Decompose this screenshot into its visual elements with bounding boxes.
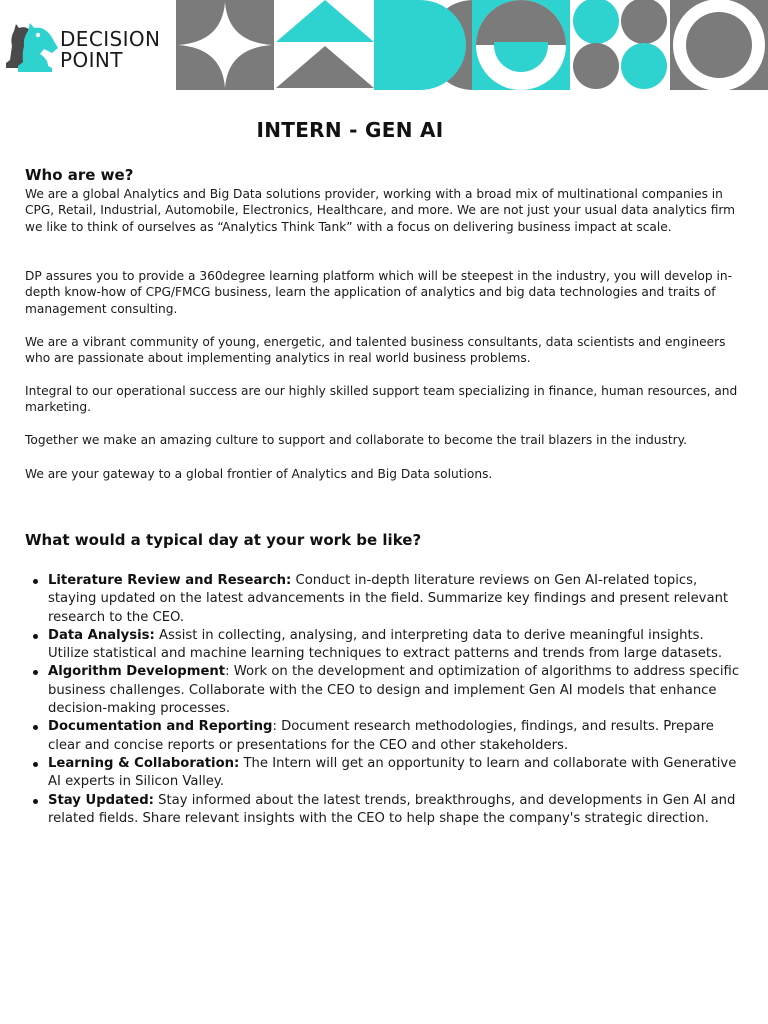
page-header bbox=[0, 0, 768, 90]
section-heading-who-are-we: Who are we? bbox=[25, 166, 134, 184]
list-item-label: Documentation and Reporting bbox=[48, 719, 273, 735]
list-item-label: Learning & Collaboration: bbox=[48, 755, 240, 771]
logo-line-1: DECISION bbox=[60, 27, 161, 51]
list-item bbox=[48, 627, 744, 664]
logo-wordmark bbox=[60, 29, 160, 71]
list-item-label: Algorithm Development bbox=[48, 664, 226, 680]
logo-line-2: POINT bbox=[60, 48, 123, 72]
responsibilities-list bbox=[48, 572, 744, 828]
who-paragraph-2: DP assures you to provide a 360degree learning platform which will be steepest in the industry, you will develop in-depth know-how of CPG/FMCG business, learn the application of analytics and big data technologies and traits of management consulting. bbox=[25, 269, 732, 316]
list-item-label: Stay Updated: bbox=[48, 792, 154, 808]
list-item-text: Stay informed about the latest trends, breakthroughs, and developments in Gen AI and related fields. Share relevant insights with the CEO to help shape the company's strategic direction. bbox=[48, 792, 736, 826]
who-paragraph-6: We are your gateway to a global frontier of Analytics and Big Data solutions. bbox=[25, 467, 493, 481]
list-item-label: Data Analysis: bbox=[48, 627, 155, 643]
page-title: INTERN - GEN AI bbox=[256, 118, 444, 142]
list-item-text: : Document research methodologies, findings, and results. Prepare clear and concise reports or presentations for the CEO and other stakeholders. bbox=[48, 719, 714, 753]
list-item-text: : Work on the development and optimization of algorithms to address specific business challenges. Collaborate with the CEO to design and implement Gen AI models that enhance decision-making processes. bbox=[48, 664, 740, 717]
decorative-shape-pattern bbox=[176, 0, 768, 90]
who-paragraph-3: We are a vibrant community of young, energetic, and talented business consultants, data scientists and engineers who are passionate about implementing analytics in real world business problems. bbox=[25, 335, 726, 366]
who-paragraph-1: We are a global Analytics and Big Data solutions provider, working with a broad mix of multinational companies in CPG, Retail, Industrial, Automobile, Electronics, Healthcare, and more. We are not just your usual data analytics firm we like to think of ourselves as “Analytics Think Tank” with a focus on delivering business impact at scale. bbox=[25, 187, 736, 234]
list-item-text: The Intern will get an opportunity to learn and collaborate with Generative AI experts in Silicon Valley. bbox=[48, 755, 737, 790]
company-logo bbox=[2, 14, 174, 76]
list-item-text: Conduct in-depth literature reviews on Gen AI-related topics, staying updated on the latest advancements in the field. Summarize key findings and present relevant research to the CEO. bbox=[48, 573, 729, 625]
list-item bbox=[48, 718, 744, 755]
who-paragraph-4: Integral to our operational success are our highly skilled support team specializing in finance, human resources, and marketing. bbox=[25, 384, 738, 415]
list-item bbox=[48, 663, 744, 718]
list-item-text: Assist in collecting, analysing, and interpreting data to derive meaningful insights. Utilize statistical and machine learning techniques to extract patterns and trends from large datasets. bbox=[48, 627, 723, 662]
chess-knight-icon bbox=[2, 16, 60, 74]
list-item bbox=[48, 792, 744, 829]
list-item bbox=[48, 572, 744, 627]
section-heading-typical-day: What would a typical day at your work be like? bbox=[25, 531, 422, 549]
list-item-label: Literature Review and Research: bbox=[48, 573, 292, 588]
who-paragraph-5: Together we make an amazing culture to support and collaborate to become the trail blazers in the industry. bbox=[25, 433, 688, 447]
list-item bbox=[48, 755, 744, 792]
